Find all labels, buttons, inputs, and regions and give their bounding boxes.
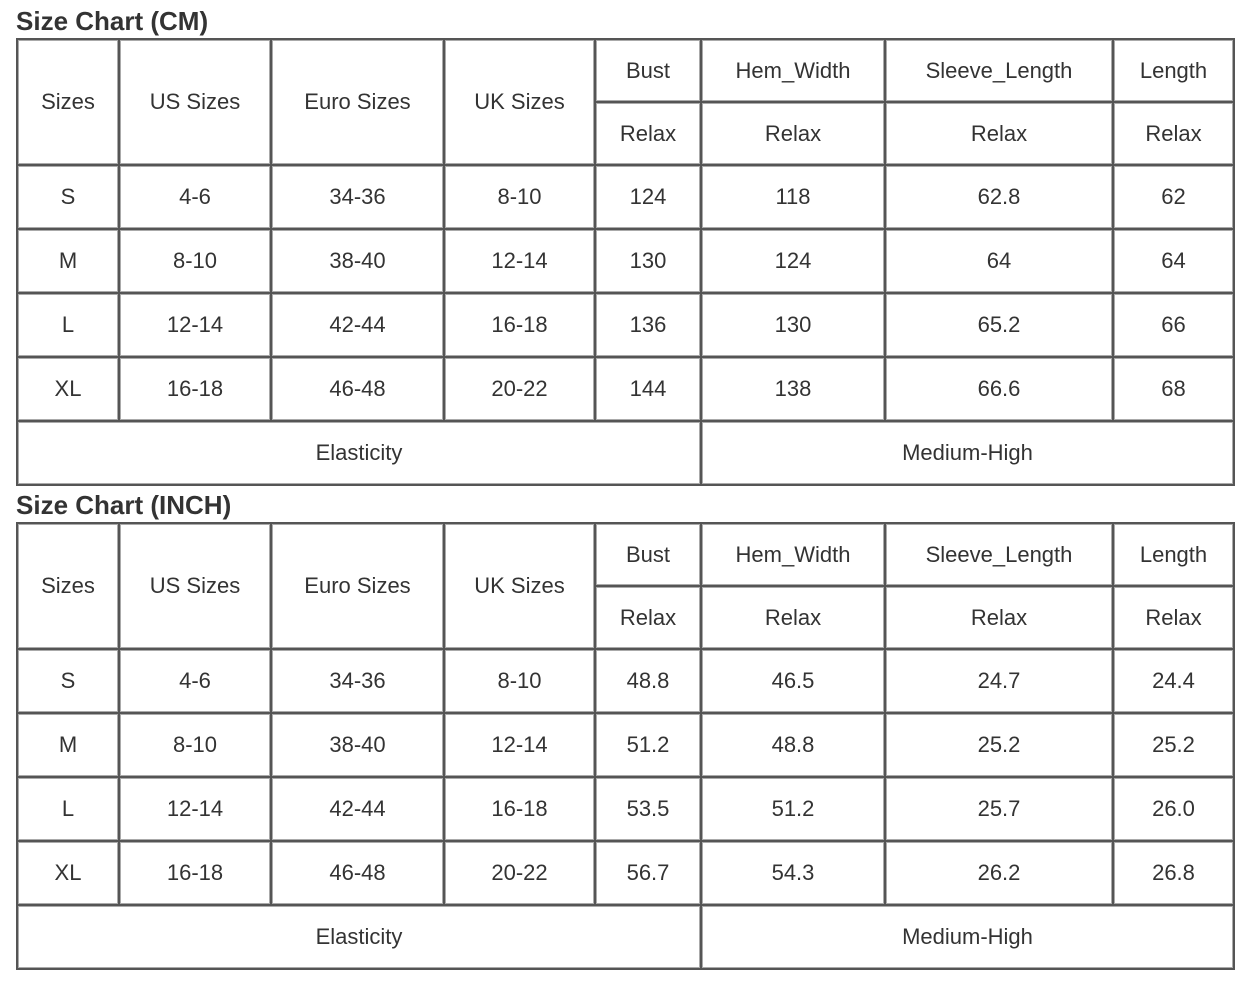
elasticity-row [18,906,1235,970]
header-length: Length [1114,524,1235,587]
cell-hem-width: 54.3 [702,842,886,906]
cell-hem-width: 51.2 [702,778,886,842]
size-chart-inch-title: Size Chart (INCH) [16,490,232,520]
cell-length: 26.0 [1114,778,1235,842]
subheader-hem-width: Relax [702,103,886,166]
cell-size: S [18,650,120,714]
table-row [18,358,1235,422]
header-us-sizes: US Sizes [120,40,272,166]
cell-bust: 48.8 [596,650,702,714]
table-row [18,650,1235,714]
cell-size: M [18,230,120,294]
cell-sleeve-length: 24.7 [886,650,1114,714]
cell-hem-width: 48.8 [702,714,886,778]
cell-bust: 53.5 [596,778,702,842]
elasticity-value: Medium-High [702,906,1235,970]
header-uk-sizes: UK Sizes [445,40,596,166]
cell-sleeve-length: 66.6 [886,358,1114,422]
cell-length: 24.4 [1114,650,1235,714]
cell-us-size: 4-6 [120,650,272,714]
cell-size: XL [18,358,120,422]
cell-euro-size: 46-48 [272,358,445,422]
cell-euro-size: 34-36 [272,650,445,714]
cell-length: 68 [1114,358,1235,422]
cell-uk-size: 20-22 [445,842,596,906]
cell-hem-width: 138 [702,358,886,422]
cell-euro-size: 38-40 [272,230,445,294]
header-sizes: Sizes [18,524,120,650]
cell-us-size: 16-18 [120,358,272,422]
subheader-length: Relax [1114,103,1235,166]
table-row [18,294,1235,358]
elasticity-label: Elasticity [18,422,702,486]
header-row [18,40,1235,103]
table-row [18,230,1235,294]
cell-size: M [18,714,120,778]
header-euro-sizes: Euro Sizes [272,524,445,650]
table-row [18,778,1235,842]
cell-length: 62 [1114,166,1235,230]
cell-uk-size: 8-10 [445,166,596,230]
cell-sleeve-length: 25.2 [886,714,1114,778]
cell-hem-width: 118 [702,166,886,230]
cell-euro-size: 38-40 [272,714,445,778]
cell-bust: 136 [596,294,702,358]
cell-us-size: 12-14 [120,294,272,358]
cell-bust: 144 [596,358,702,422]
subheader-sleeve-length: Relax [886,587,1114,650]
header-hem-width: Hem_Width [702,40,886,103]
table-row [18,714,1235,778]
header-hem-width: Hem_Width [702,524,886,587]
cell-length: 25.2 [1114,714,1235,778]
cell-length: 66 [1114,294,1235,358]
header-bust: Bust [596,40,702,103]
header-row [18,524,1235,587]
elasticity-row [18,422,1235,486]
cell-hem-width: 130 [702,294,886,358]
cell-euro-size: 42-44 [272,778,445,842]
cell-length: 64 [1114,230,1235,294]
elasticity-label: Elasticity [18,906,702,970]
cell-euro-size: 42-44 [272,294,445,358]
header-uk-sizes: UK Sizes [445,524,596,650]
cell-uk-size: 16-18 [445,294,596,358]
cell-uk-size: 20-22 [445,358,596,422]
header-us-sizes: US Sizes [120,524,272,650]
subheader-bust: Relax [596,103,702,166]
header-length: Length [1114,40,1235,103]
cell-length: 26.8 [1114,842,1235,906]
cell-hem-width: 46.5 [702,650,886,714]
cell-us-size: 16-18 [120,842,272,906]
cell-bust: 51.2 [596,714,702,778]
subheader-length: Relax [1114,587,1235,650]
cell-size: L [18,294,120,358]
table-row [18,842,1235,906]
elasticity-value: Medium-High [702,422,1235,486]
cell-euro-size: 34-36 [272,166,445,230]
cell-size: XL [18,842,120,906]
cell-uk-size: 12-14 [445,230,596,294]
cell-uk-size: 12-14 [445,714,596,778]
cell-bust: 56.7 [596,842,702,906]
cell-sleeve-length: 62.8 [886,166,1114,230]
cell-sleeve-length: 26.2 [886,842,1114,906]
header-sizes: Sizes [18,40,120,166]
cell-sleeve-length: 25.7 [886,778,1114,842]
cell-size: S [18,166,120,230]
cell-bust: 124 [596,166,702,230]
size-chart-cm-table [16,38,1235,486]
cell-sleeve-length: 64 [886,230,1114,294]
cell-us-size: 8-10 [120,714,272,778]
header-bust: Bust [596,524,702,587]
cell-euro-size: 46-48 [272,842,445,906]
header-sleeve-length: Sleeve_Length [886,524,1114,587]
subheader-bust: Relax [596,587,702,650]
size-chart-cm-title: Size Chart (CM) [16,6,209,36]
subheader-sleeve-length: Relax [886,103,1114,166]
table-row [18,166,1235,230]
header-sleeve-length: Sleeve_Length [886,40,1114,103]
cell-us-size: 12-14 [120,778,272,842]
cell-size: L [18,778,120,842]
cell-us-size: 8-10 [120,230,272,294]
cell-sleeve-length: 65.2 [886,294,1114,358]
cell-uk-size: 8-10 [445,650,596,714]
cell-us-size: 4-6 [120,166,272,230]
size-chart-inch-table [16,522,1235,970]
subheader-hem-width: Relax [702,587,886,650]
header-euro-sizes: Euro Sizes [272,40,445,166]
cell-uk-size: 16-18 [445,778,596,842]
cell-hem-width: 124 [702,230,886,294]
cell-bust: 130 [596,230,702,294]
